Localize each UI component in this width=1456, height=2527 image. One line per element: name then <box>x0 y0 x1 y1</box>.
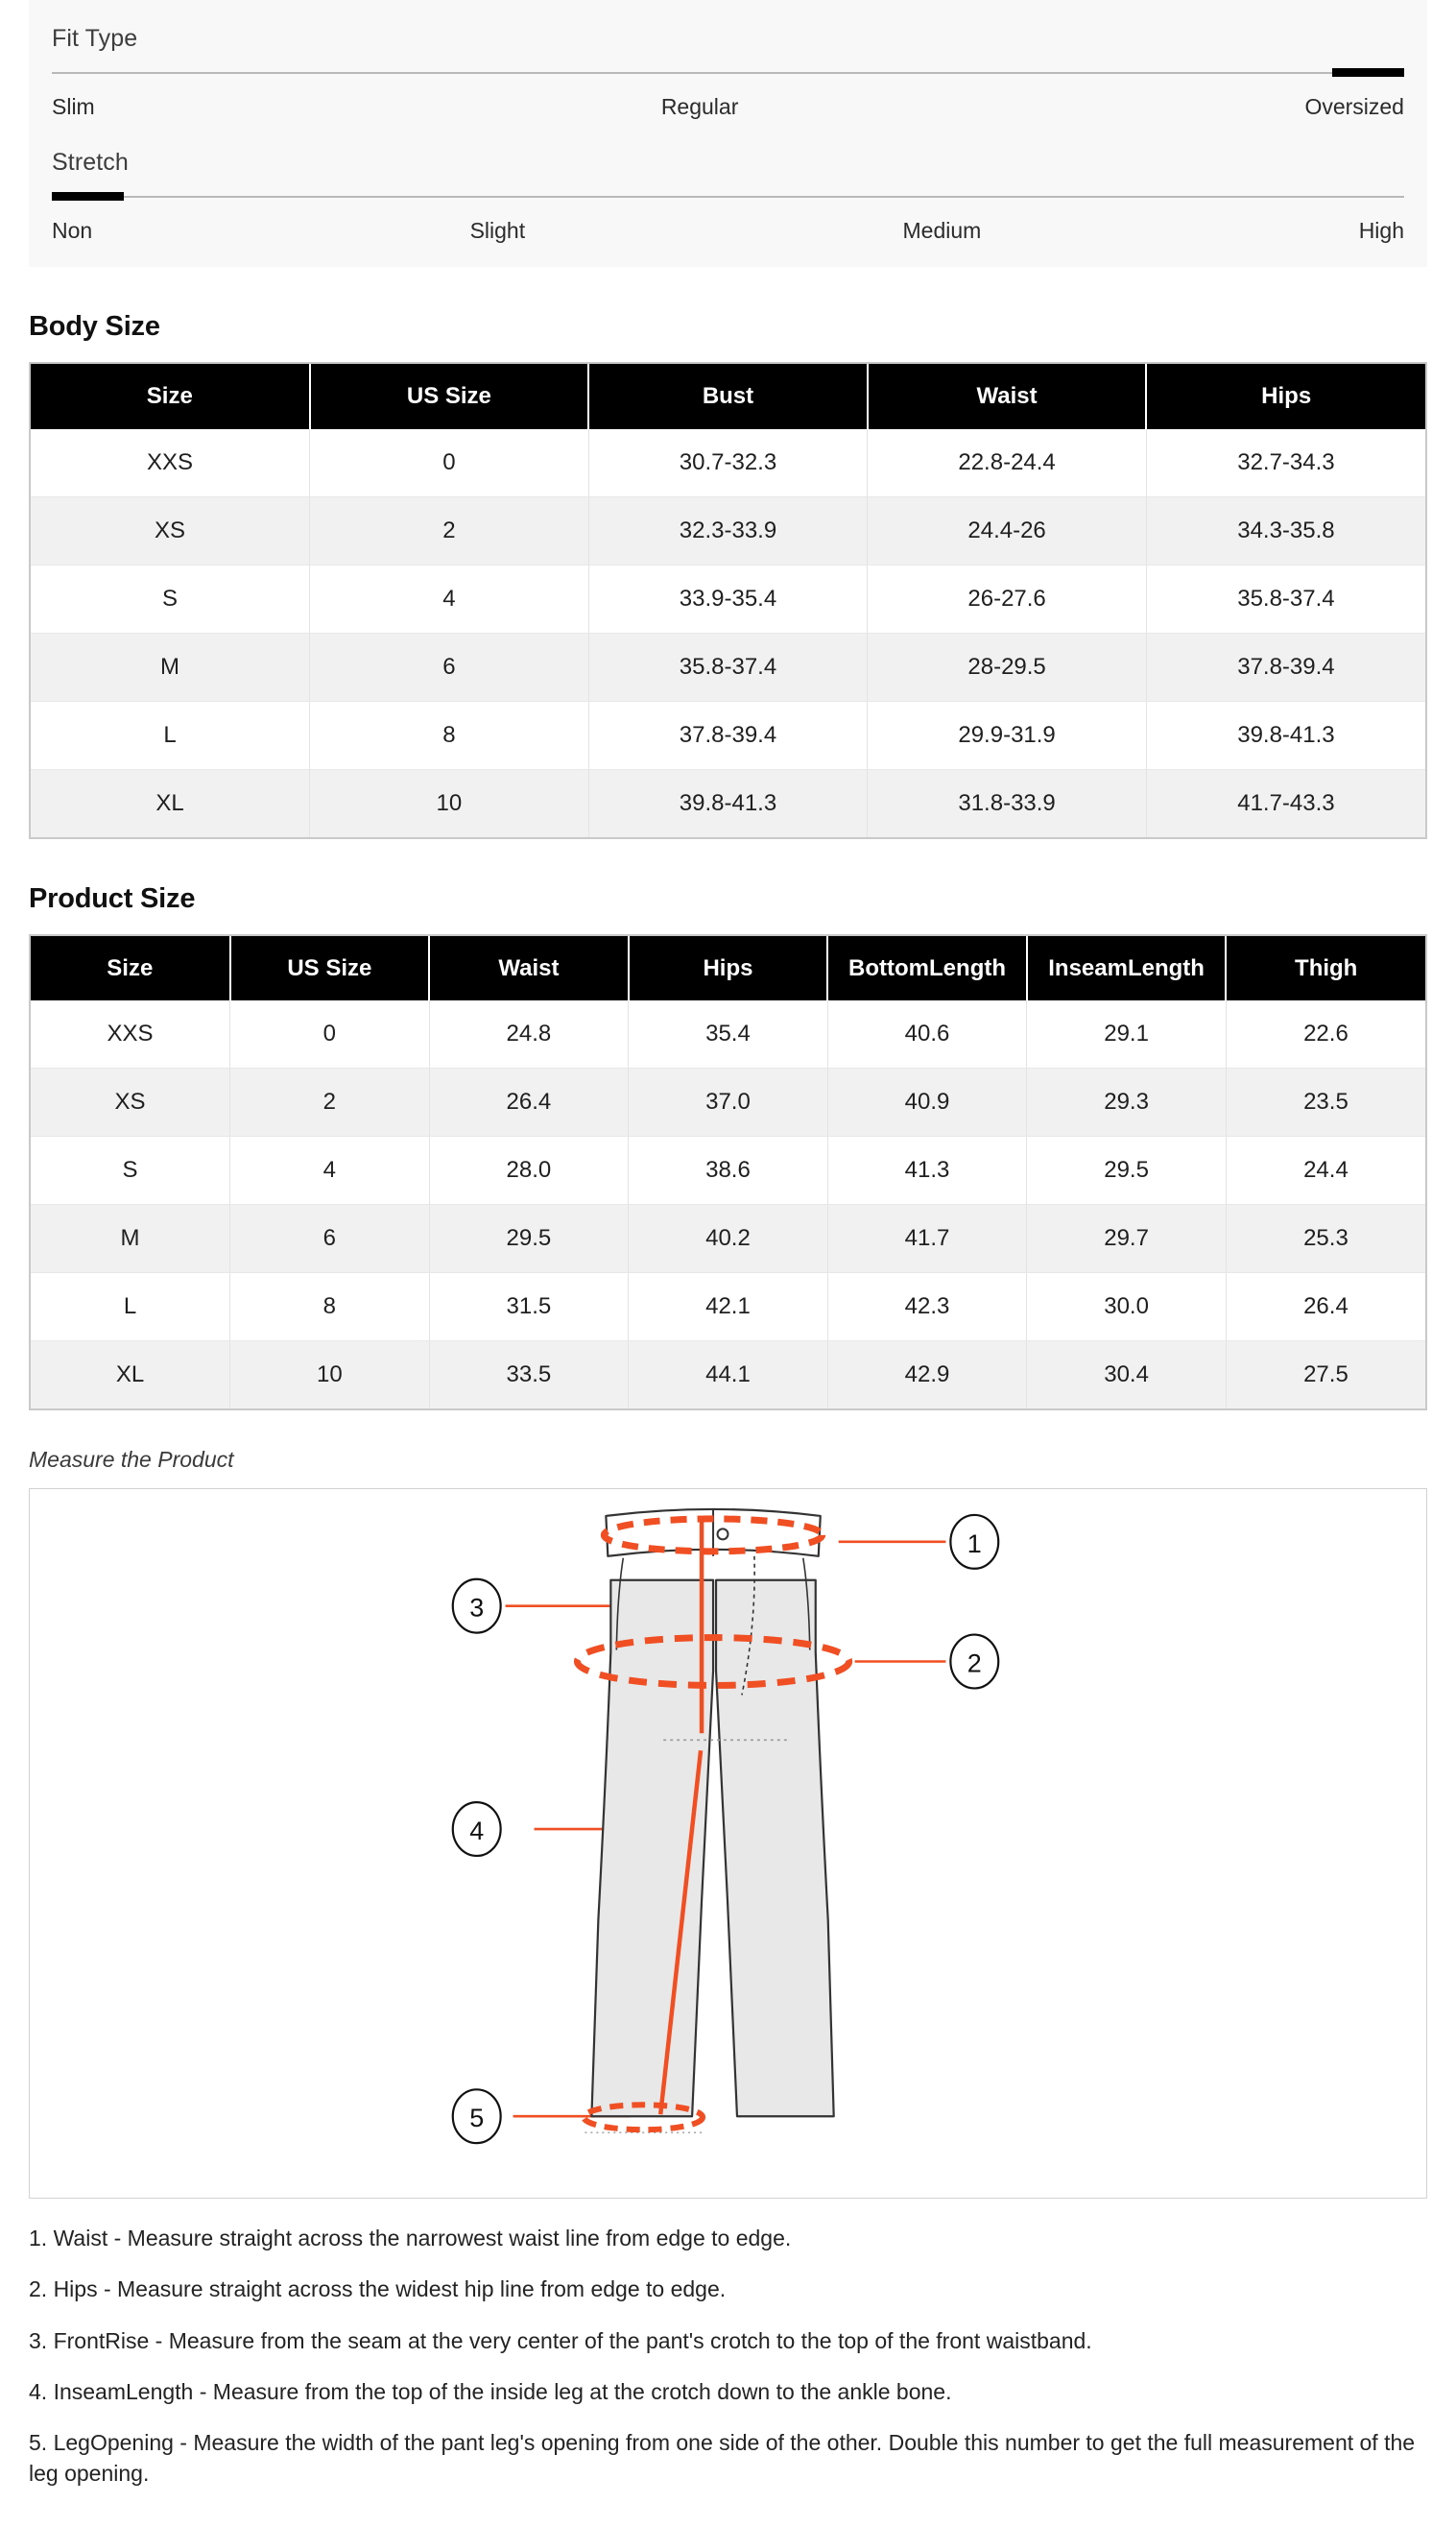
callout-5 <box>453 2089 501 2143</box>
column-header: Size <box>31 936 230 1001</box>
measurement-note: 4. InseamLength - Measure from the top of the inside leg at the crotch down to the ankle bone. <box>29 2378 952 2404</box>
body-size-table-head <box>31 364 1425 429</box>
body-size-table-wrap <box>29 362 1427 839</box>
body-size-table <box>31 364 1425 837</box>
table-cell: 24.8 <box>429 1000 629 1069</box>
measurement-note: 1. Waist - Measure straight across the narrowest waist line from edge to edge. <box>29 2226 792 2251</box>
table-cell: 29.7 <box>1027 1205 1227 1273</box>
table-cell: 32.7-34.3 <box>1146 429 1425 497</box>
table-cell: 24.4 <box>1226 1137 1425 1205</box>
product-size-table-wrap <box>29 934 1427 1411</box>
table-header-row <box>31 936 1425 1001</box>
table-row <box>31 429 1425 497</box>
table-cell: 4 <box>230 1137 430 1205</box>
fit-type-scale[interactable] <box>52 68 1404 77</box>
measurement-note: 3. FrontRise - Measure from the seam at the very center of the pant's crotch to the top of the front waistband. <box>29 2327 1092 2353</box>
table-cell: 24.4-26 <box>868 496 1147 565</box>
table-cell: 29.3 <box>1027 1069 1227 1137</box>
table-cell: 25.3 <box>1226 1205 1425 1273</box>
stretch-label-non: Non <box>52 218 93 243</box>
table-cell: 35.8-37.4 <box>1146 565 1425 633</box>
table-cell: 2 <box>310 496 589 565</box>
table-cell: 33.9-35.4 <box>588 565 868 633</box>
product-size-table <box>31 936 1425 1409</box>
stretch-scale-labels <box>52 206 1404 267</box>
table-row <box>31 1205 1425 1273</box>
table-row <box>31 496 1425 565</box>
table-cell: 41.3 <box>827 1137 1027 1205</box>
fit-type-title: Fit Type <box>52 25 138 52</box>
table-cell: 39.8-41.3 <box>588 769 868 837</box>
table-cell: 26.4 <box>429 1069 629 1137</box>
table-cell: 2 <box>230 1069 430 1137</box>
table-cell: 8 <box>310 701 589 769</box>
table-cell: 22.6 <box>1226 1000 1425 1069</box>
pants-illustration <box>585 1508 833 2132</box>
fit-type-label-oversized: Oversized <box>1304 94 1404 119</box>
table-cell: 35.4 <box>629 1000 828 1069</box>
table-cell: 30.4 <box>1027 1341 1227 1409</box>
table-cell: S <box>31 1137 230 1205</box>
callout-3 <box>453 1579 501 1633</box>
table-cell: XL <box>31 769 310 837</box>
product-size-title: Product Size <box>29 882 196 914</box>
table-cell: 37.0 <box>629 1069 828 1137</box>
column-header: Size <box>31 364 310 429</box>
table-row <box>31 1137 1425 1205</box>
table-cell: XXS <box>31 1000 230 1069</box>
table-cell: 39.8-41.3 <box>1146 701 1425 769</box>
table-cell: 38.6 <box>629 1137 828 1205</box>
measurement-note: 2. Hips - Measure straight across the widest hip line from edge to edge. <box>29 2276 727 2302</box>
callout-2 <box>950 1635 998 1689</box>
table-cell: 0 <box>310 429 589 497</box>
table-cell: 30.0 <box>1027 1273 1227 1341</box>
stretch-scale[interactable] <box>52 192 1404 201</box>
table-cell: 29.9-31.9 <box>868 701 1147 769</box>
measurement-notes <box>29 2224 1427 2489</box>
measure-the-product-caption: Measure the Product <box>29 1447 234 1473</box>
body-size-table-body <box>31 429 1425 837</box>
product-size-table-head <box>31 936 1425 1001</box>
callout-5-number: 5 <box>469 2104 485 2133</box>
table-cell: 23.5 <box>1226 1069 1425 1137</box>
table-cell: 40.6 <box>827 1000 1027 1069</box>
column-header: Waist <box>868 364 1147 429</box>
column-header: Waist <box>429 936 629 1001</box>
table-cell: 6 <box>230 1205 430 1273</box>
table-cell: S <box>31 565 310 633</box>
stretch-label-high: High <box>1358 218 1404 243</box>
callout-2-number: 2 <box>967 1649 982 1678</box>
column-header: InseamLength <box>1027 936 1227 1001</box>
table-row <box>31 1273 1425 1341</box>
table-cell: 10 <box>230 1341 430 1409</box>
fit-type-block <box>29 25 1427 145</box>
table-cell: 29.5 <box>1027 1137 1227 1205</box>
table-cell: 33.5 <box>429 1341 629 1409</box>
table-cell: 6 <box>310 633 589 701</box>
fit-type-label-regular: Regular <box>660 94 739 119</box>
table-header-row <box>31 364 1425 429</box>
table-cell: 42.1 <box>629 1273 828 1341</box>
table-cell: XXS <box>31 429 310 497</box>
table-row <box>31 1069 1425 1137</box>
table-cell: M <box>31 633 310 701</box>
callout-3-number: 3 <box>469 1593 485 1623</box>
table-cell: 32.3-33.9 <box>588 496 868 565</box>
table-cell: 8 <box>230 1273 430 1341</box>
stretch-scale-marker <box>52 192 124 201</box>
table-cell: 10 <box>310 769 589 837</box>
stretch-label-medium: Medium <box>902 218 982 243</box>
callout-1-number: 1 <box>967 1529 982 1559</box>
table-row <box>31 565 1425 633</box>
fit-type-scale-marker <box>1332 68 1404 77</box>
table-row <box>31 1341 1425 1409</box>
column-header: Hips <box>1146 364 1425 429</box>
table-cell: 37.8-39.4 <box>1146 633 1425 701</box>
fit-type-scale-labels <box>52 83 1404 145</box>
table-cell: 35.8-37.4 <box>588 633 868 701</box>
table-cell: 28-29.5 <box>868 633 1147 701</box>
table-cell: 41.7 <box>827 1205 1027 1273</box>
fit-type-label-slim: Slim <box>52 94 95 119</box>
table-cell: 31.5 <box>429 1273 629 1341</box>
table-row <box>31 701 1425 769</box>
table-cell: 31.8-33.9 <box>868 769 1147 837</box>
column-header: US Size <box>310 364 589 429</box>
table-row <box>31 769 1425 837</box>
measurement-diagram <box>29 1488 1427 2199</box>
table-cell: 37.8-39.4 <box>588 701 868 769</box>
table-cell: 44.1 <box>629 1341 828 1409</box>
column-header: US Size <box>230 936 430 1001</box>
table-cell: 29.5 <box>429 1205 629 1273</box>
column-header: Thigh <box>1226 936 1425 1001</box>
table-cell: XS <box>31 1069 230 1137</box>
table-cell: 40.9 <box>827 1069 1027 1137</box>
table-cell: 29.1 <box>1027 1000 1227 1069</box>
fit-attributes-panel <box>29 0 1427 267</box>
table-cell: 27.5 <box>1303 1361 1349 1388</box>
table-cell: 28.0 <box>429 1137 629 1205</box>
table-cell: XL <box>31 1341 230 1409</box>
column-header: Bust <box>588 364 868 429</box>
table-cell: 26-27.6 <box>868 565 1147 633</box>
table-cell: 42.3 <box>827 1273 1027 1341</box>
body-size-title: Body Size <box>29 311 160 342</box>
callout-4 <box>453 1802 501 1856</box>
table-cell: 40.2 <box>629 1205 828 1273</box>
table-cell: 42.9 <box>827 1341 1027 1409</box>
table-cell: XS <box>31 496 310 565</box>
measurement-note: 5. LegOpening - Measure the width of the pant leg's opening from one side of the other. Double this number to get the full measurement of the leg opening. <box>29 2430 1416 2486</box>
table-cell: 4 <box>310 565 589 633</box>
stretch-label-slight: Slight <box>469 218 526 243</box>
table-cell: M <box>31 1205 230 1273</box>
callout-4-number: 4 <box>469 1817 485 1846</box>
table-cell: 22.8-24.4 <box>868 429 1147 497</box>
stretch-scale-track <box>52 196 1404 198</box>
fit-type-scale-track <box>52 72 1404 74</box>
table-row <box>31 633 1425 701</box>
table-cell: 30.7-32.3 <box>588 429 868 497</box>
stretch-block <box>29 145 1427 267</box>
table-cell: L <box>31 1273 230 1341</box>
table-cell: 26.4 <box>1226 1273 1425 1341</box>
table-cell: 34.3-35.8 <box>1146 496 1425 565</box>
stretch-title: Stretch <box>52 149 129 176</box>
table-cell: 0 <box>230 1000 430 1069</box>
table-row <box>31 1000 1425 1069</box>
table-cell: 41.7-43.3 <box>1237 789 1335 816</box>
table-cell: L <box>31 701 310 769</box>
column-header: Hips <box>629 936 828 1001</box>
pants-diagram-svg <box>30 1489 1426 2198</box>
callout-1 <box>950 1515 998 1569</box>
product-size-table-body <box>31 1000 1425 1408</box>
column-header: BottomLength <box>827 936 1027 1001</box>
